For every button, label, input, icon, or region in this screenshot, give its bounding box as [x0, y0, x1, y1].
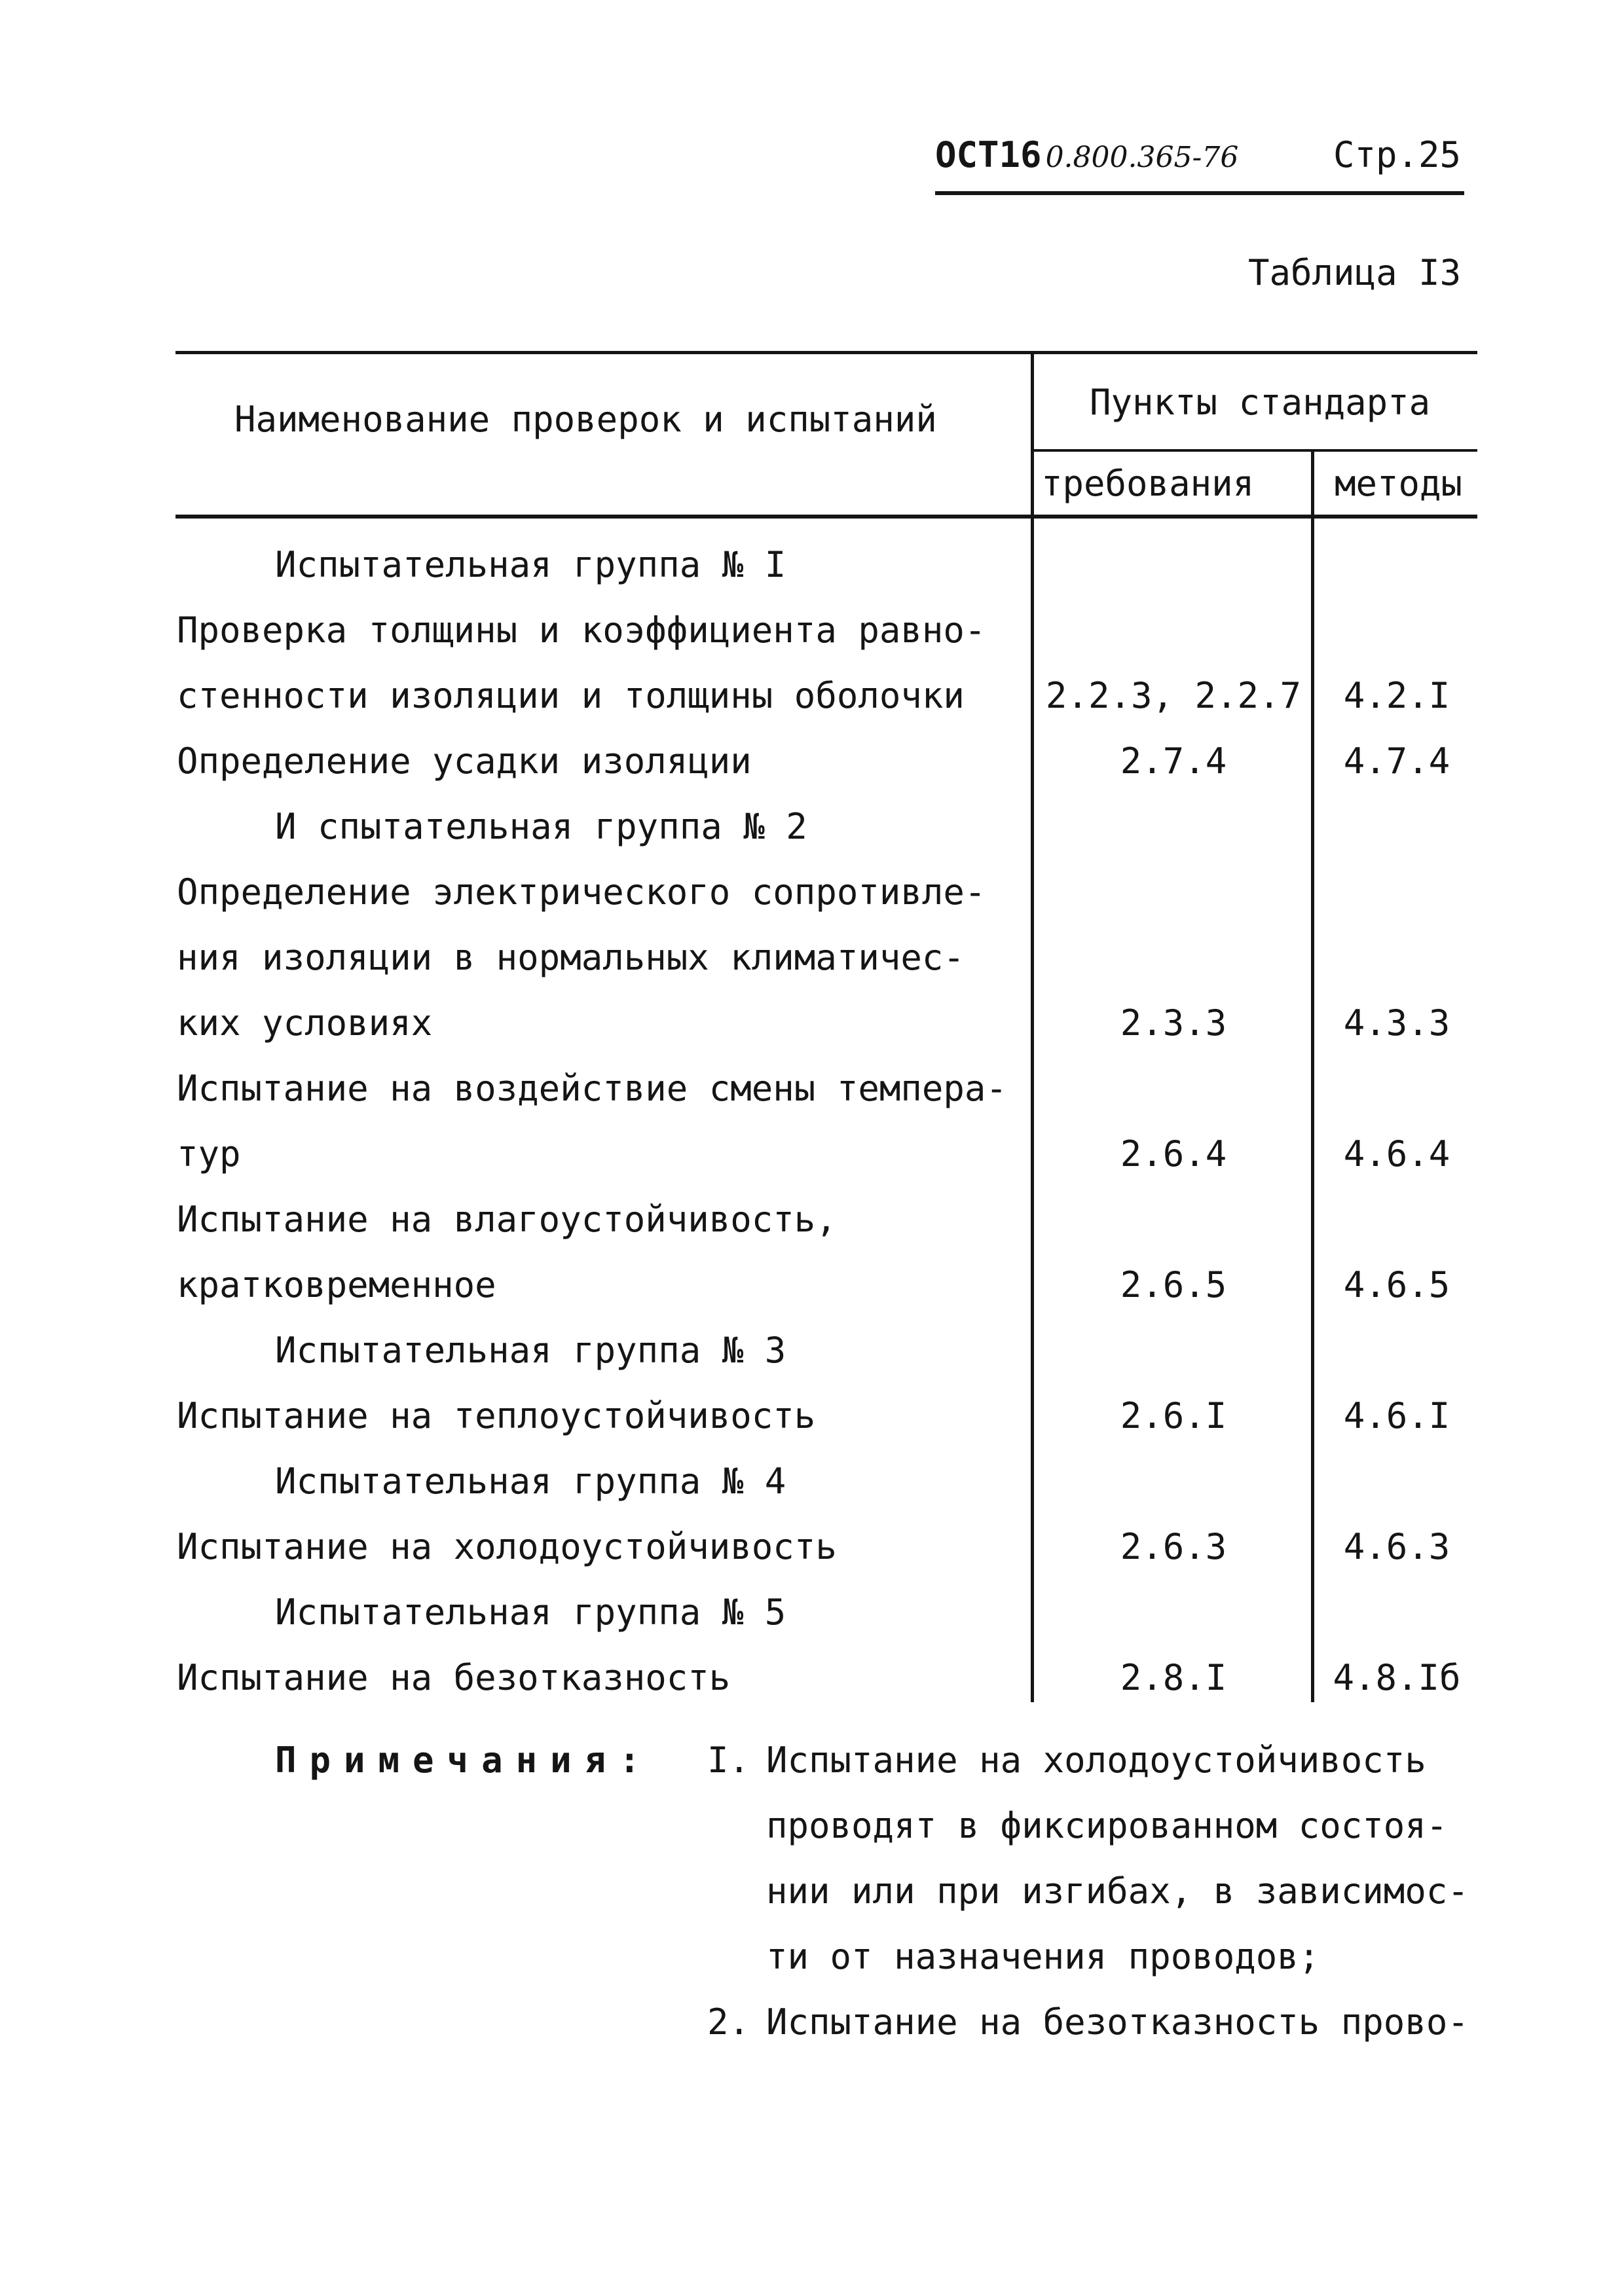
header-standard-points: Пункты стандарта	[1090, 382, 1431, 423]
row-name: ния изоляции в нормальных климатичес-	[177, 937, 965, 978]
row-requirements: 2.6.I	[1120, 1395, 1227, 1436]
row-name: Испытательная группа № 3	[275, 1330, 786, 1371]
row-methods: 4.6.3	[1343, 1526, 1450, 1567]
page-number: Стр.25	[1333, 134, 1462, 175]
document-code	[935, 134, 1239, 175]
header-name-column: Наименование проверок и испытаний	[234, 399, 937, 440]
row-name: Испытание на воздействие смены темпера-	[177, 1068, 1007, 1109]
row-requirements: 2.6.5	[1120, 1264, 1227, 1305]
row-name: Определение усадки изоляции	[177, 740, 752, 782]
row-requirements: 2.8.I	[1120, 1657, 1227, 1698]
row-name: Определение электрического сопротивле-	[177, 871, 986, 913]
row-methods: 4.6.5	[1343, 1264, 1450, 1305]
row-name: Испытательная группа № I	[275, 544, 786, 585]
row-name: Испытание на холодоустойчивость	[177, 1526, 837, 1567]
row-name: Испытательная группа № 5	[275, 1592, 786, 1633]
row-name: И спытательная группа № 2	[275, 806, 807, 847]
note-number: I.	[707, 1740, 750, 1781]
row-name: тур	[177, 1133, 241, 1175]
note-line: нии или при изгибах, в зависимос-	[766, 1870, 1469, 1912]
header-methods: методы	[1335, 463, 1463, 504]
table-top-rule	[175, 351, 1477, 354]
standard-number: 0.800.365-76	[1045, 141, 1239, 174]
note-line: проводят в фиксированном состоя-	[766, 1805, 1448, 1846]
row-name: ких условиях	[177, 1002, 433, 1044]
column-divider-name	[1031, 351, 1034, 1702]
row-name: Испытание на теплоустойчивость	[177, 1395, 816, 1436]
row-name: стенности изоляции и толщины оболочки	[177, 675, 965, 716]
note-line: Испытание на холодоустойчивость	[766, 1740, 1426, 1781]
header-bottom-rule	[175, 515, 1477, 519]
row-name: Испытание на безотказность	[177, 1657, 731, 1698]
row-requirements: 2.6.4	[1120, 1133, 1227, 1175]
row-name: Испытание на влагоустойчивость,	[177, 1199, 837, 1240]
row-methods: 4.8.Iб	[1333, 1657, 1461, 1698]
column-divider-methods	[1311, 450, 1314, 1702]
row-methods: 4.6.I	[1343, 1395, 1450, 1436]
row-requirements: 2.3.3	[1120, 1002, 1227, 1044]
row-methods: 4.6.4	[1343, 1133, 1450, 1175]
row-requirements: 2.6.3	[1120, 1526, 1227, 1567]
header-underline	[935, 191, 1464, 195]
row-name: Испытательная группа № 4	[275, 1461, 786, 1502]
row-methods: 4.3.3	[1343, 1002, 1450, 1044]
note-number: 2.	[707, 2001, 750, 2043]
row-name: кратковременное	[177, 1264, 496, 1305]
header-mid-rule	[1032, 449, 1477, 452]
row-methods: 4.2.I	[1343, 675, 1450, 716]
note-line: Испытание на безотказность прово-	[766, 2001, 1469, 2043]
notes-label: Примечания:	[275, 1740, 654, 1781]
row-name: Проверка толщины и коэффициента равно-	[177, 610, 986, 651]
standard-prefix: ОСТ16	[935, 134, 1042, 175]
row-requirements: 2.7.4	[1120, 740, 1227, 782]
header-requirements: требования	[1041, 463, 1255, 504]
note-line: ти от назначения проводов;	[766, 1936, 1320, 1977]
row-requirements: 2.2.3, 2.2.7	[1045, 675, 1302, 716]
table-title: Таблица I3	[1248, 252, 1462, 293]
row-methods: 4.7.4	[1343, 740, 1450, 782]
